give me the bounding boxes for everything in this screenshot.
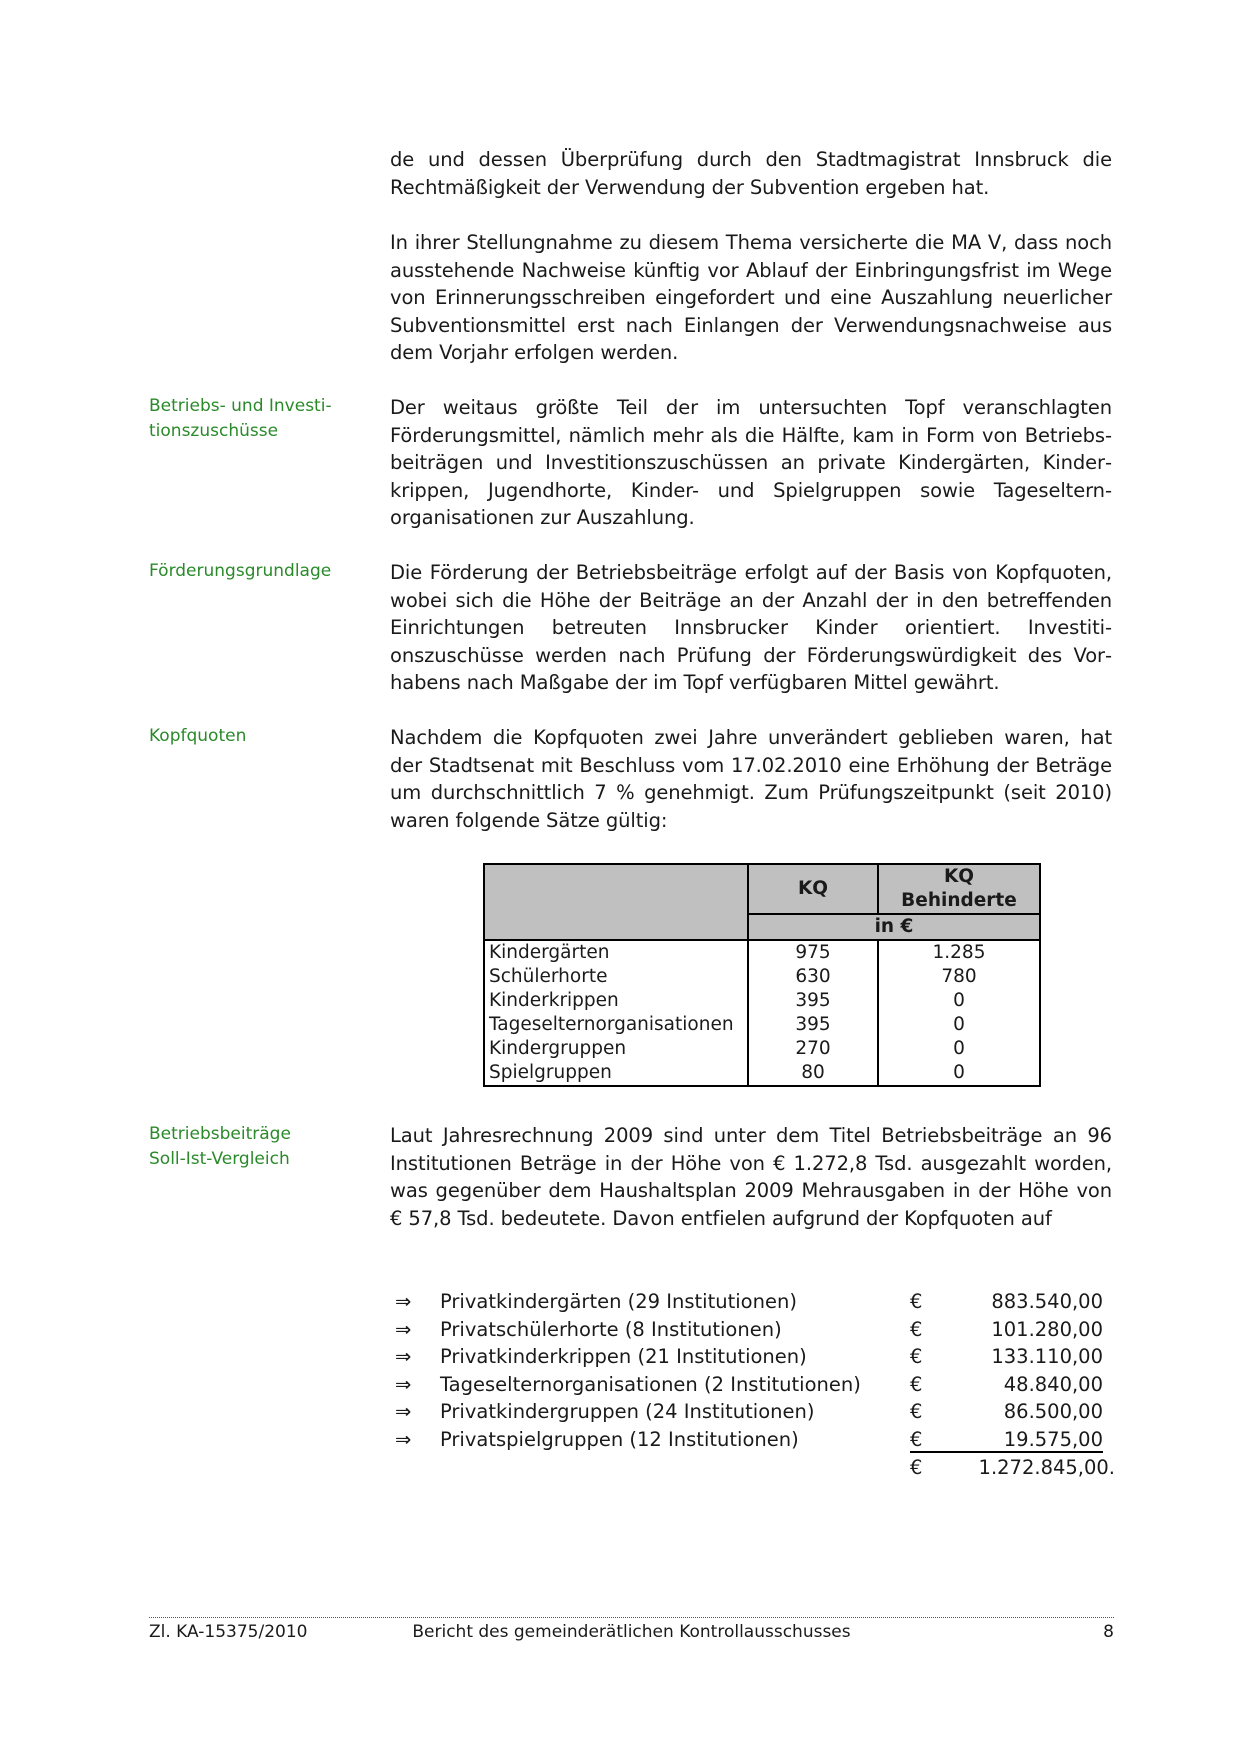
table-header-kq: KQ xyxy=(748,864,878,914)
payment-label: Privatkinderkrippen (21 Institutionen) xyxy=(440,1345,807,1369)
arrow-right-icon: ⇒ xyxy=(395,1290,412,1313)
paragraph-betriebs-investitionszuschuesse: Der weitaus größte Teil der im untersuchten Topf veranschlagten Förderungsmittel, nämlich mehr als die Hälfte, kam in Form von Betriebsbeiträgen und Investitionszuschüssen an private Kindergärten, Kinderkrippen, Jugendhorte, Kinder- und Spielgruppen sowie Tageselternorganisationen zur Auszahlung. xyxy=(390,396,1112,529)
kopfquoten-table xyxy=(483,863,1041,1087)
payment-label: Privatkindergruppen (24 Institutionen) xyxy=(440,1400,815,1424)
margin-label-betriebs-investitionszuschuesse xyxy=(149,394,354,444)
table-cell-name: Kindergruppen xyxy=(484,1037,748,1061)
margin-label-foerderungsgrundlage: Förderungsgrundlage xyxy=(149,561,332,581)
table-cell-kq: 395 xyxy=(748,1013,878,1037)
table-cell-kq: 270 xyxy=(748,1037,878,1061)
table-header-kq-behinderte: KQ Behinderte xyxy=(878,864,1040,914)
table-header-unit: in € xyxy=(748,914,1040,940)
table-cell-kq-behinderte: 0 xyxy=(953,1038,965,1059)
table-row xyxy=(484,940,1040,965)
payment-amount: 883.540,00 xyxy=(991,1290,1103,1313)
paragraph-continuation: de und dessen Überprüfung durch den Stadtmagistrat Innsbruck die Rechtmäßigkeit der Verwendung der Subvention ergeben hat. xyxy=(390,148,1112,199)
paragraph-soll-ist-vergleich: Laut Jahresrechnung 2009 sind unter dem Titel Betriebsbeiträge an 96 Institutionen Beträge in der Höhe von € 1.272,8 Tsd. ausgezahlt worden, was gegenüber dem Haushaltsplan 2009 Mehrausgaben in der Höhe von € 57,8 Tsd. bedeutete. Davon entfielen aufgrund der Kopfquoten auf xyxy=(390,1124,1112,1230)
table-cell-kq-behinderte: 780 xyxy=(941,966,977,987)
payment-amount: 86.500,00 xyxy=(1003,1400,1103,1424)
payment-amount: 19.575,00 xyxy=(1003,1427,1103,1451)
currency-symbol: € xyxy=(910,1290,923,1313)
currency-symbol: € xyxy=(910,1400,923,1424)
payments-total-row xyxy=(395,1454,1115,1482)
table-row xyxy=(484,1037,1040,1061)
margin-label-line: Betriebsbeiträge xyxy=(149,1124,291,1144)
payment-item xyxy=(395,1398,1115,1426)
table-row xyxy=(484,965,1040,989)
payment-item xyxy=(395,1316,1115,1344)
arrow-right-icon: ⇒ xyxy=(395,1427,412,1451)
table-cell-kq-behinderte: 0 xyxy=(953,990,965,1011)
table-cell-kq: 975 xyxy=(748,940,878,965)
paragraph-foerderungsgrundlage: Die Förderung der Betriebsbeiträge erfolgt auf der Basis von Kopfquoten, wobei sich die Höhe der Beiträge an der Anzahl der in den betreffenden Einrichtungen betreuten Innsbrucker Kinder orientiert. Investitionszuschüsse werden nach Prüfung der Förderungswürdigkeit des Vorhabens nach Maßgabe der im Topf verfügbaren Mittel gewährt. xyxy=(390,561,1112,694)
arrow-right-icon: ⇒ xyxy=(395,1345,412,1369)
margin-label-line: Soll-Ist-Vergleich xyxy=(149,1149,290,1169)
payments-total-amount: 1.272.845,00. xyxy=(978,1455,1115,1479)
payment-amount: 48.840,00 xyxy=(1003,1372,1103,1396)
margin-label-soll-ist-vergleich xyxy=(149,1122,354,1172)
footer-title: Bericht des gemeinderätlichen Kontrollausschusses xyxy=(412,1622,851,1642)
currency-symbol: € xyxy=(910,1317,923,1341)
payment-item xyxy=(395,1288,1115,1316)
table-row xyxy=(484,1061,1040,1086)
paragraph-ma-v-statement: In ihrer Stellungnahme zu diesem Thema versicherte die MA V, dass noch ausstehende Nachweise künftig vor Ablauf der Einbringungsfrist im Wege von Erinnerungsschreiben eingefordert und eine Auszahlung neuerlicher Subventionsmittel erst nach Einlangen der Verwendungsnachweise aus dem Vorjahr erfolgen werden. xyxy=(390,231,1112,364)
margin-label-kopfquoten: Kopfquoten xyxy=(149,726,247,746)
arrow-right-icon: ⇒ xyxy=(395,1372,412,1396)
table-row xyxy=(484,1013,1040,1037)
payment-label: Tageselternorganisationen (2 Institutionen) xyxy=(440,1372,861,1396)
payment-label: Privatkindergärten (29 Institutionen) xyxy=(440,1290,797,1313)
margin-label-line: tionszuschüsse xyxy=(149,421,279,441)
payments-list xyxy=(395,1288,1115,1482)
currency-symbol: € xyxy=(910,1345,923,1369)
table-cell-name: Schülerhorte xyxy=(484,965,748,989)
currency-symbol: € xyxy=(910,1372,923,1396)
arrow-right-icon: ⇒ xyxy=(395,1317,412,1341)
table-cell-name: Kinderkrippen xyxy=(484,989,748,1013)
payment-amount: 101.280,00 xyxy=(991,1317,1103,1341)
table-cell-kq: 630 xyxy=(748,965,878,989)
payment-amount: 133.110,00 xyxy=(991,1345,1103,1369)
arrow-right-icon: ⇒ xyxy=(395,1400,412,1424)
payment-label: Privatschülerhorte (8 Institutionen) xyxy=(440,1317,782,1341)
payment-label: Privatspielgruppen (12 Institutionen) xyxy=(440,1427,799,1451)
sum-underline xyxy=(910,1451,1103,1453)
table-header-blank xyxy=(484,864,748,940)
table-header-row xyxy=(484,864,1040,914)
table-row xyxy=(484,989,1040,1013)
payment-item xyxy=(395,1343,1115,1371)
table-cell-kq-behinderte: 1.285 xyxy=(932,942,986,963)
footer-reference: Zl. KA-15375/2010 xyxy=(149,1622,308,1642)
currency-symbol: € xyxy=(910,1455,923,1479)
footer-page-number: 8 xyxy=(1103,1622,1114,1642)
table-cell-kq-behinderte: 0 xyxy=(953,1014,965,1035)
currency-symbol: € xyxy=(910,1427,923,1451)
table-cell-name: Spielgruppen xyxy=(484,1061,748,1086)
table-cell-kq: 395 xyxy=(748,989,878,1013)
paragraph-kopfquoten: Nachdem die Kopfquoten zwei Jahre unverändert geblieben waren, hat der Stadtsenat mit Beschluss vom 17.02.2010 eine Erhöhung der Beträge um durchschnittlich 7 % genehmigt. Zum Prüfungszeitpunkt (seit 2010) waren folgende Sätze gültig: xyxy=(390,726,1112,832)
table-body xyxy=(484,940,1040,1086)
table-cell-name: Kindergärten xyxy=(484,940,748,965)
payment-item xyxy=(395,1371,1115,1399)
page-footer xyxy=(149,1620,1114,1644)
footer-divider xyxy=(149,1617,1114,1618)
margin-label-line: Betriebs- und Investi- xyxy=(149,396,332,416)
table-cell-kq: 80 xyxy=(748,1061,878,1086)
table-cell-name: Tageselternorganisationen xyxy=(484,1013,748,1037)
payment-item xyxy=(395,1426,1115,1454)
table-cell-kq-behinderte: 0 xyxy=(953,1062,965,1083)
